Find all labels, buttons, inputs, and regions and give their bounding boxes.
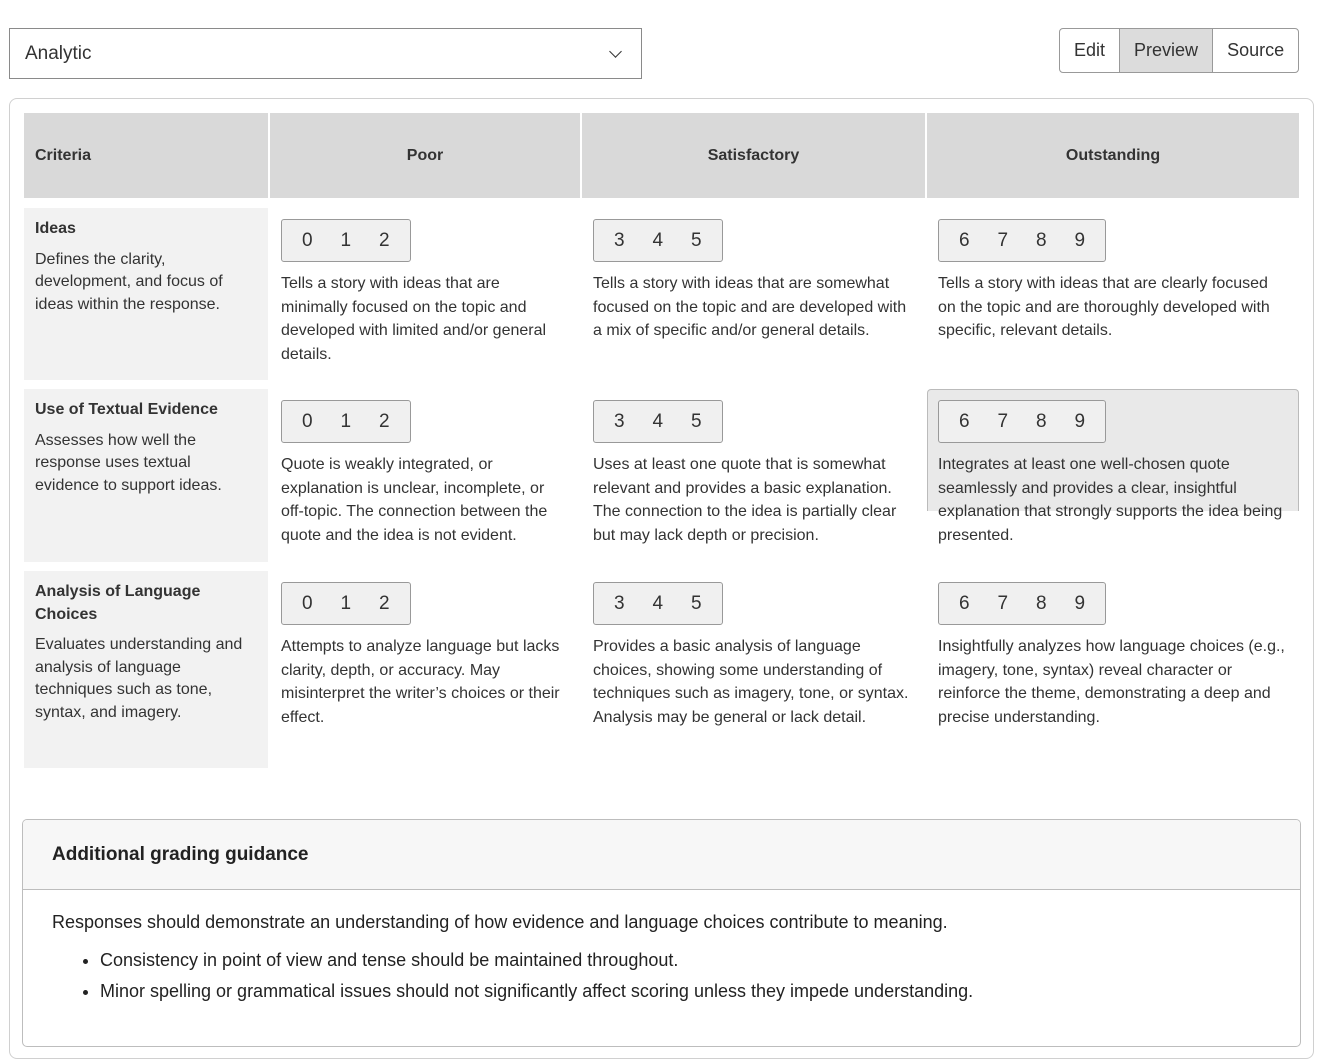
tab-preview[interactable]: Preview (1119, 29, 1212, 72)
criterion-cell (24, 571, 268, 768)
score-selector (281, 400, 411, 443)
header-criteria: Criteria (24, 113, 268, 198)
tab-source[interactable]: Source (1212, 29, 1298, 72)
level-cell-poor[interactable] (270, 389, 580, 562)
score-option[interactable]: 1 (340, 229, 352, 251)
score-selector (938, 582, 1106, 625)
score-option[interactable]: 3 (613, 410, 625, 432)
chevron-down-icon (609, 45, 622, 58)
score-selector (593, 219, 723, 262)
score-option[interactable]: 4 (652, 592, 664, 614)
score-option[interactable]: 0 (301, 410, 313, 432)
criterion-title: Use of Textual Evidence (35, 401, 218, 418)
level-description: Tells a story with ideas that are somewhat focused on the topic and are developed with a mix of specific and/or general details. (593, 275, 907, 339)
score-option[interactable]: 3 (613, 229, 625, 251)
score-option[interactable]: 2 (378, 410, 390, 432)
level-cell-outstanding[interactable] (927, 389, 1299, 562)
guidance-bullet: • Consistency in point of view and tense should be maintained throughout. (100, 945, 1271, 976)
rubric-table (24, 113, 1299, 768)
header-outstanding: Outstanding (927, 113, 1299, 198)
score-selector (938, 219, 1106, 262)
score-option[interactable]: 7 (997, 410, 1009, 432)
score-option[interactable]: 5 (690, 229, 702, 251)
guidance-title: Additional grading guidance (23, 820, 1300, 890)
score-option[interactable]: 1 (340, 592, 352, 614)
criterion-cell (24, 208, 268, 380)
score-option[interactable]: 2 (378, 592, 390, 614)
level-cell-outstanding[interactable] (927, 208, 1299, 380)
level-cell-outstanding[interactable] (927, 571, 1299, 768)
criterion-description: Assesses how well the response uses textual evidence to support ideas. (35, 431, 222, 494)
score-selector (281, 219, 411, 262)
level-cell-poor[interactable] (270, 208, 580, 380)
score-selector (593, 582, 723, 625)
level-description: Tells a story with ideas that are clearly focused on the topic and are thoroughly developed with specific, relevant details. (938, 275, 1270, 339)
header-poor: Poor (270, 113, 580, 198)
score-option[interactable]: 6 (958, 592, 970, 614)
score-selector (281, 582, 411, 625)
header-satisfactory: Satisfactory (582, 113, 925, 198)
criterion-description: Defines the clarity, development, and focus of ideas within the response. (35, 250, 223, 313)
score-option[interactable]: 8 (1035, 410, 1047, 432)
level-cell-satisfactory[interactable] (582, 208, 925, 380)
level-cell-satisfactory[interactable] (582, 389, 925, 562)
level-description: Insightfully analyzes how language choices (e.g., imagery, tone, syntax) reveal character or reinforce the theme, demonstrating a deep and precise understanding. (938, 638, 1285, 726)
criterion-title: Ideas (35, 220, 76, 237)
level-description: Provides a basic analysis of language choices, showing some understanding of techniques such as imagery, tone, or syntax. Analysis may be general or lack detail. (593, 638, 909, 726)
level-description: Tells a story with ideas that are minimally focused on the topic and developed with limited and/or general details. (281, 275, 547, 363)
rubric-type-value: Analytic (25, 42, 92, 64)
score-option[interactable]: 8 (1035, 229, 1047, 251)
criterion-description: Evaluates understanding and analysis of language techniques such as tone, syntax, and imagery. (35, 636, 243, 721)
view-mode-toggle (1059, 28, 1299, 73)
guidance-bullet: • Minor spelling or grammatical issues should not significantly affect scoring unless they impede understanding. (100, 976, 1271, 1007)
score-option[interactable]: 5 (690, 410, 702, 432)
score-selector (593, 400, 723, 443)
score-option[interactable]: 0 (301, 592, 313, 614)
rubric-type-select[interactable] (9, 28, 642, 79)
score-option[interactable]: 3 (613, 592, 625, 614)
grading-guidance-panel (22, 819, 1301, 1047)
score-option[interactable]: 9 (1074, 592, 1086, 614)
score-selector (938, 400, 1106, 443)
level-cell-poor[interactable] (270, 571, 580, 768)
score-option[interactable]: 5 (690, 592, 702, 614)
level-description: Quote is weakly integrated, or explanation is unclear, incomplete, or off-topic. The connection between the quote and the idea is not evident. (281, 456, 548, 544)
score-option[interactable]: 4 (652, 410, 664, 432)
score-option[interactable]: 9 (1074, 410, 1086, 432)
score-option[interactable]: 9 (1074, 229, 1086, 251)
score-option[interactable]: 7 (997, 229, 1009, 251)
score-option[interactable]: 8 (1035, 592, 1047, 614)
criterion-title: Analysis of Language Choices (35, 583, 201, 623)
level-cell-satisfactory[interactable] (582, 571, 925, 768)
level-description: Uses at least one quote that is somewhat relevant and provides a basic explanation. The connection to the idea is partially clear but may lack depth or precision. (593, 456, 897, 544)
score-option[interactable]: 4 (652, 229, 664, 251)
score-option[interactable]: 0 (301, 229, 313, 251)
score-option[interactable]: 7 (997, 592, 1009, 614)
level-description: Attempts to analyze language but lacks clarity, depth, or accuracy. May misinterpret the writer’s choices or their effect. (281, 638, 560, 726)
level-description: Integrates at least one well-chosen quote seamlessly and provides a clear, insightful explanation that strongly supports the idea being presented. (938, 456, 1283, 544)
score-option[interactable]: 2 (378, 229, 390, 251)
criterion-cell (24, 389, 268, 562)
score-option[interactable]: 6 (958, 229, 970, 251)
tab-edit[interactable]: Edit (1074, 40, 1106, 60)
score-option[interactable]: 6 (958, 410, 970, 432)
guidance-intro: Responses should demonstrate an understanding of how evidence and language choices contribute to meaning. (52, 912, 948, 932)
score-option[interactable]: 1 (340, 410, 352, 432)
